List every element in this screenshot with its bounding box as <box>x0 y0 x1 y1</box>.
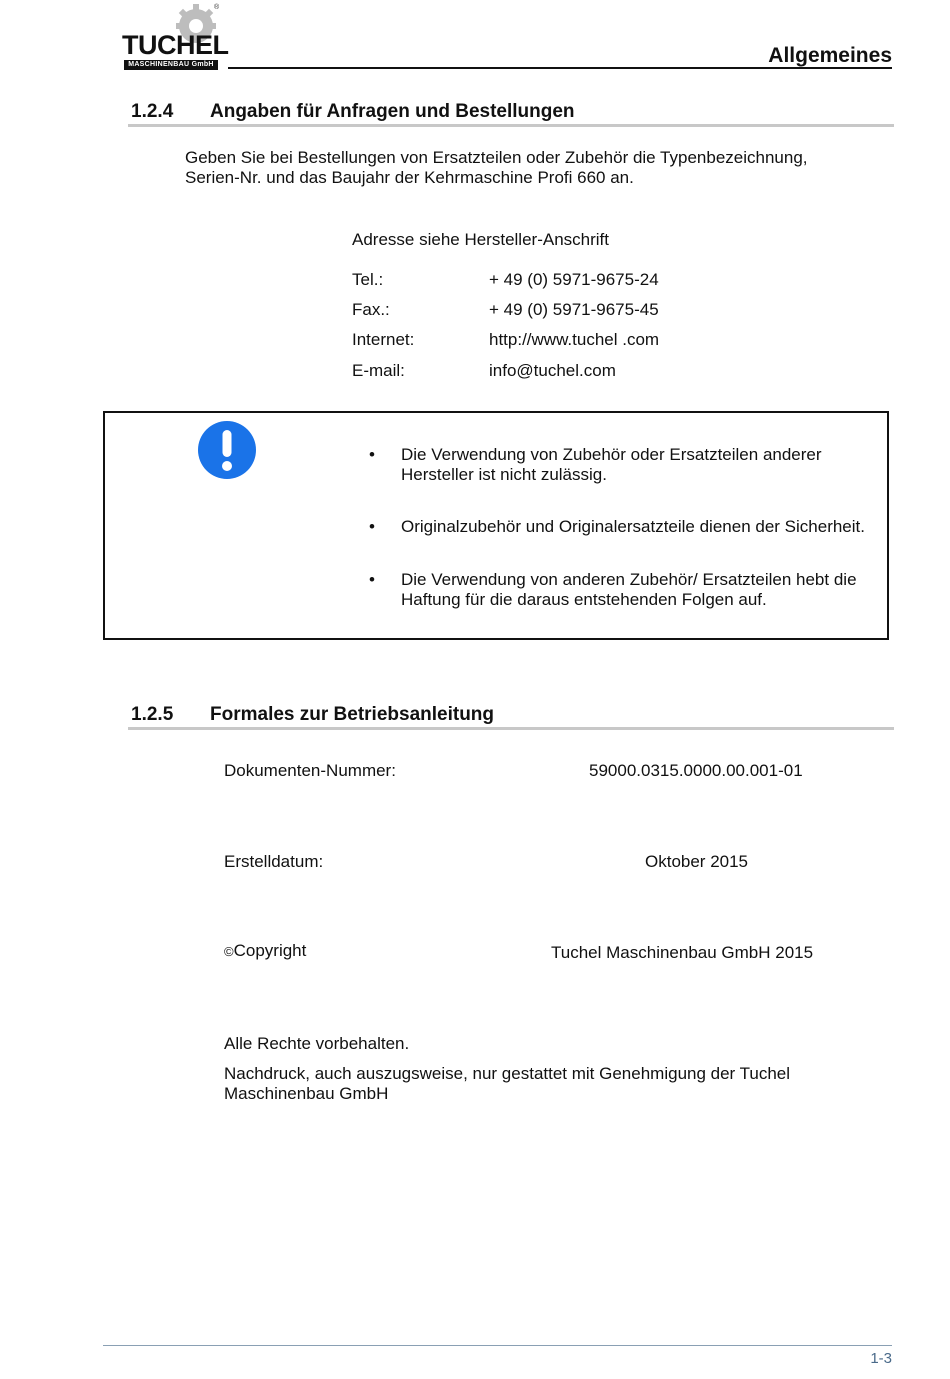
note-bullet-3-line-1: Die Verwendung von anderen Zubehör/ Ersatzteilen hebt die <box>401 570 857 589</box>
contact-value-tel: + 49 (0) 5971-9675-24 <box>489 270 659 289</box>
bullet-dot: • <box>369 517 375 536</box>
rights-reserved: Alle Rechte vorbehalten. <box>224 1034 410 1053</box>
contact-value-fax: + 49 (0) 5971-9675-45 <box>489 300 659 319</box>
logo-registered-mark: ® <box>214 4 220 11</box>
contact-value-email: info@tuchel.com <box>489 361 616 380</box>
created-date-value: Oktober 2015 <box>645 852 749 871</box>
copyright-label <box>224 941 306 962</box>
doc-number-value: 59000.0315.0000.00.001-01 <box>589 761 803 780</box>
contact-label-fax: Fax.: <box>352 300 390 319</box>
contact-label-internet: Internet: <box>352 330 415 349</box>
created-date-label: Erstelldatum: <box>224 852 324 871</box>
intro-line-2: Serien-Nr. und das Baujahr der Kehrmaschine Profi 660 an. <box>185 168 634 187</box>
bullet-dot: • <box>369 445 375 464</box>
section-rule <box>128 727 894 730</box>
contact-label-email: E-mail: <box>352 361 405 380</box>
section-title: Angaben für Anfragen und Bestellungen <box>210 101 575 122</box>
page-header-title: Allgemeines <box>768 44 892 67</box>
tuchel-logo <box>122 4 229 70</box>
section-rule <box>128 124 894 127</box>
section-title: Formales zur Betriebsanleitung <box>210 704 495 725</box>
footer-rule <box>103 1345 892 1346</box>
logo-wordmark: TUCHEL <box>122 30 229 60</box>
section-number: 1.2.5 <box>131 704 174 725</box>
section-number: 1.2.4 <box>131 101 174 122</box>
reprint-line-1: Nachdruck, auch auszugsweise, nur gestattet mit Genehmigung der Tuchel <box>224 1064 791 1083</box>
note-bullet-1-line-1: Die Verwendung von Zubehör oder Ersatzteilen anderer <box>401 445 822 464</box>
intro-line-1: Geben Sie bei Bestellungen von Ersatzteilen oder Zubehör die Typenbezeichnung, <box>185 148 808 167</box>
address-reference: Adresse siehe Hersteller-Anschrift <box>352 230 609 249</box>
copyright-value: Tuchel Maschinenbau GmbH 2015 <box>551 943 814 962</box>
bullet-dot: • <box>369 570 375 589</box>
exclamation-circle-icon <box>198 421 256 479</box>
header-rule <box>228 67 892 69</box>
contact-value-internet: http://www.tuchel .com <box>489 330 660 349</box>
copyright-text: Copyright <box>233 941 307 960</box>
reprint-line-2: Maschinenbau GmbH <box>224 1084 389 1103</box>
page-number: 1-3 <box>870 1350 892 1367</box>
contact-label-tel: Tel.: <box>352 270 384 289</box>
logo-subline: MASCHINENBAU GmbH <box>124 60 218 70</box>
note-bullet-3-line-2: Haftung für die daraus entstehenden Folgen auf. <box>401 590 767 609</box>
copyright-symbol: © <box>224 944 234 959</box>
doc-number-label: Dokumenten-Nummer: <box>224 761 396 780</box>
note-bullet-2-line-1: Originalzubehör und Originalersatzteile dienen der Sicherheit. <box>401 517 865 536</box>
note-bullet-1-line-2: Hersteller ist nicht zulässig. <box>401 465 607 484</box>
